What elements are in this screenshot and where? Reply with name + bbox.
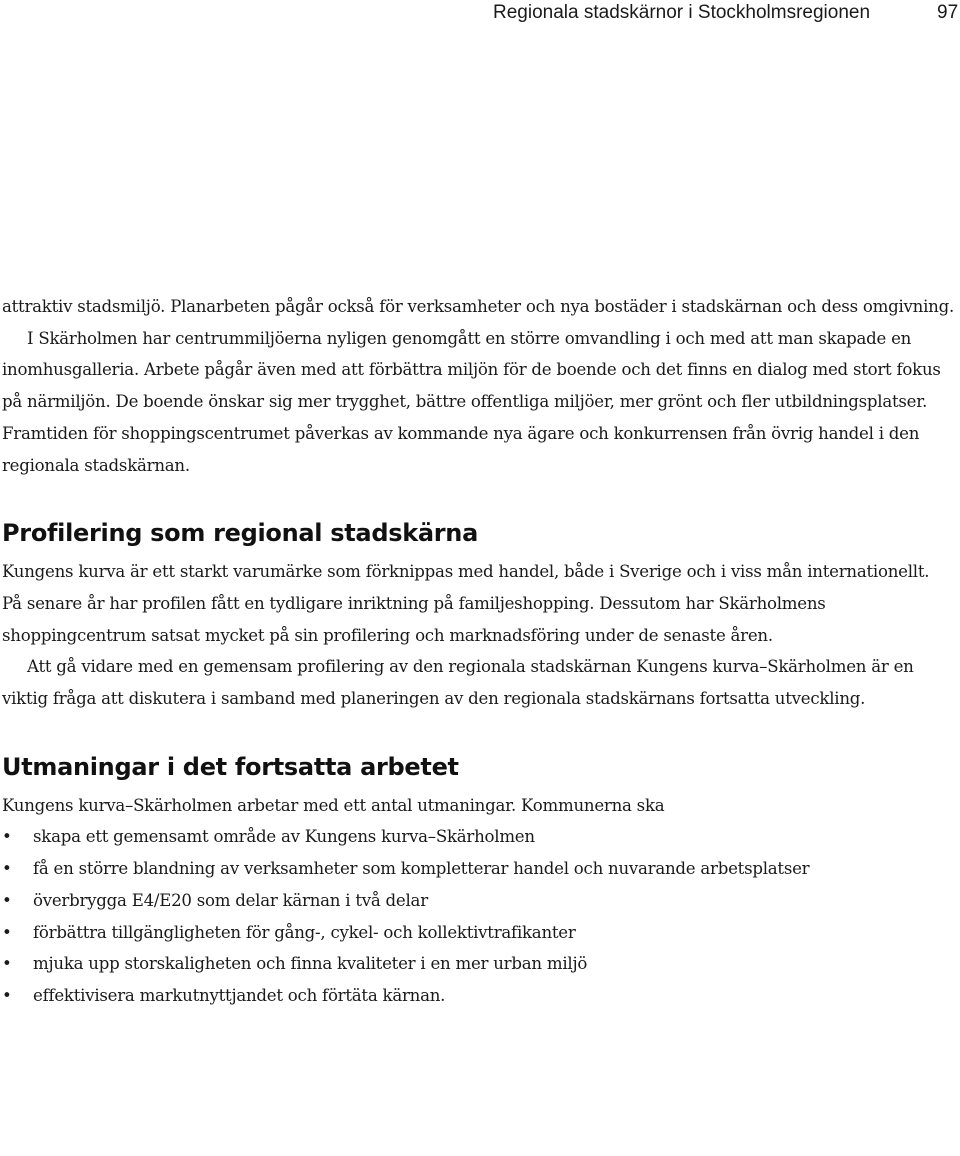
list-item-text: mjuka upp storskaligheten och finna kvaliteter i en mer urban miljö: [33, 954, 588, 974]
profilering-paragraph-1: Kungens kurva är ett starkt varumärke som förknippas med handel, både i Sverige och i viss mån internationellt. På senare år har profilen fått en tydligare inriktning på familjeshopping. Dessutom har Skärholmens shoppingcentrum satsat mycket på sin profilering och marknadsföring under de senaste åren.: [2, 562, 930, 645]
utmaningar-intro: Kungens kurva–Skärholmen arbetar med ett antal utmaningar. Kommunerna ska: [2, 795, 665, 815]
bullet-icon: •: [2, 827, 12, 847]
bullet-icon: •: [2, 859, 12, 879]
profilering-paragraph-2: Att gå vidare med en gemensam profilering av den regionala stadskärnan Kungens kurva–Skärholmen är en viktig fråga att diskutera i samband med planeringen av den regionala stadskärnans fortsatta utveckling.: [2, 657, 914, 709]
running-header: [0, 0, 960, 26]
challenges-list: [2, 821, 954, 1011]
list-item: [2, 885, 954, 917]
bullet-icon: •: [2, 985, 12, 1005]
list-item: [2, 917, 954, 949]
list-item-text: skapa ett gemensamt område av Kungens kurva–Skärholmen: [33, 827, 535, 847]
bullet-icon: •: [2, 922, 12, 942]
running-header-title: Regionala stadskärnor i Stockholmsregionen: [493, 2, 871, 23]
bullet-icon: •: [2, 954, 12, 974]
intro-paragraph: attraktiv stadsmiljö. Planarbeten pågår också för verksamheter och nya bostäder i stadskärnan och dess omgivning.: [2, 297, 954, 316]
list-item-text: förbättra tillgängligheten för gång-, cykel- och kollektivtrafikanter: [33, 922, 576, 942]
heading-profilering: Profilering som regional stadskärna: [2, 519, 478, 548]
page-content: [2, 291, 954, 1012]
skarholmen-paragraph: I Skärholmen har centrummiljöerna nyligen genomgått en större omvandling i och med att man skapade en inomhusgalleria. Arbete pågår även med att förbättra miljön för de boende och det finns en dialog med stort fokus på närmiljön. De boende önskar sig mer trygghet, bättre offentliga miljöer, mer grönt och fler utbildningsplatser. Framtiden för shoppingscentrumet påverkas av kommande nya ägare och konkurrensen från övrig handel i den regionala stadskärnan.: [2, 328, 941, 475]
page-number: 97: [937, 2, 959, 23]
list-item: [2, 821, 954, 853]
list-item-text: få en större blandning av verksamheter som kompletterar handel och nuvarande arbetsplatser: [33, 859, 810, 879]
heading-utmaningar: Utmaningar i det fortsatta arbetet: [2, 752, 459, 781]
list-item: [2, 853, 954, 885]
list-item-text: överbrygga E4/E20 som delar kärnan i två delar: [33, 890, 428, 910]
list-item: [2, 948, 954, 980]
list-item-text: effektivisera markutnyttjandet och förtäta kärnan.: [33, 985, 446, 1005]
bullet-icon: •: [2, 890, 12, 910]
list-item: [2, 980, 954, 1012]
